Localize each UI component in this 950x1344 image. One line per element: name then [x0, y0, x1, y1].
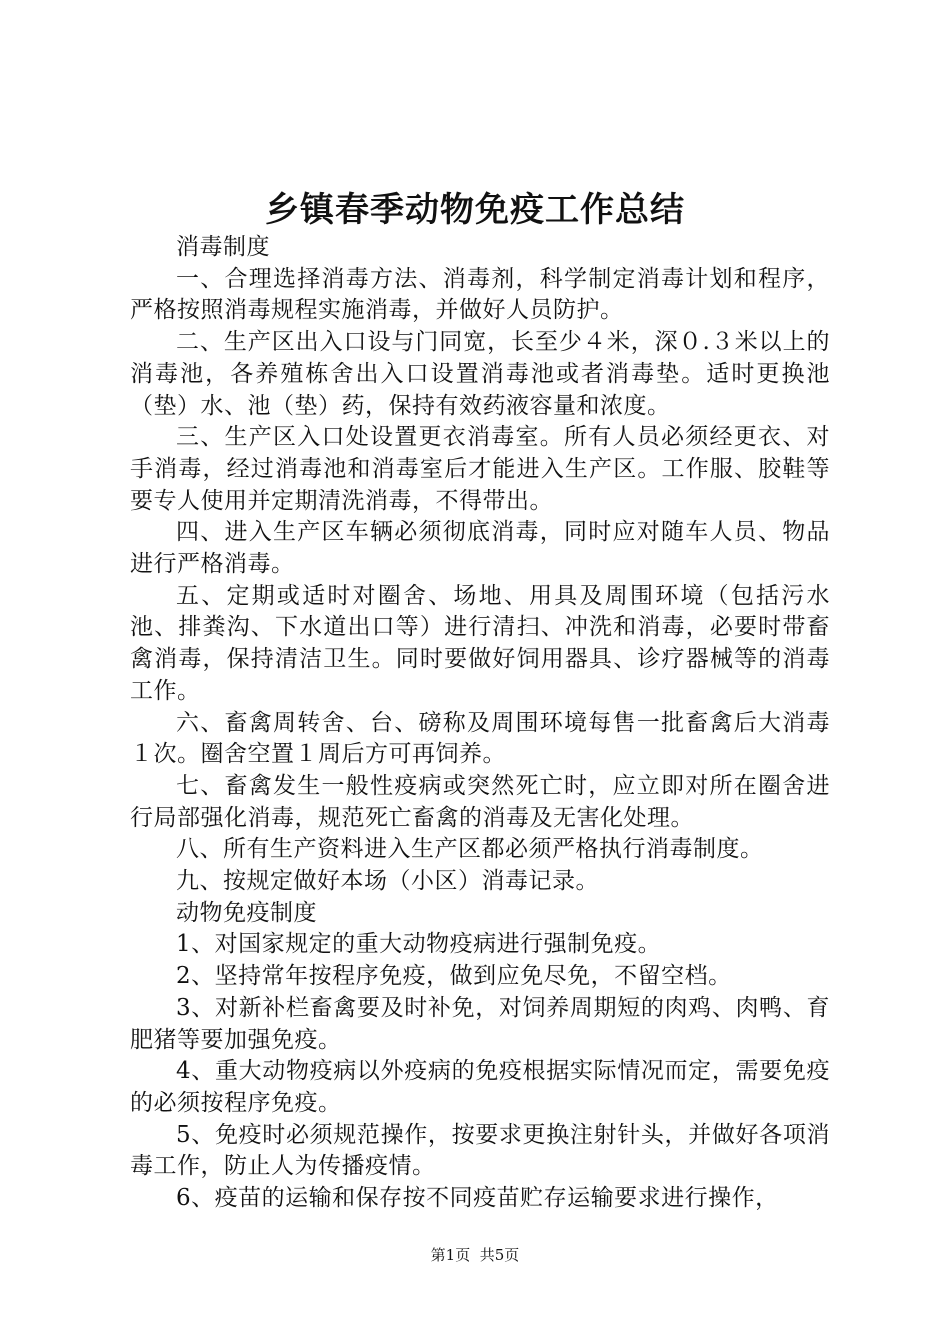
paragraph: 1、对国家规定的重大动物疫病进行强制免疫。: [176, 931, 662, 958]
document-title: 乡镇春季动物免疫工作总结: [265, 190, 685, 230]
section-heading-disinfection: 消毒制度: [176, 234, 270, 260]
document-body: [130, 232, 830, 1215]
paragraph: 二、生产区出入口设与门同宽，长至少４米，深０.３米以上的消毒池，各养殖栋舍出入口设置消毒池或者消毒垫。适时更换池（垫）水、池（垫）药，保持有效药液容量和浓度。: [130, 329, 830, 419]
paragraph: 6、疫苗的运输和保存按不同疫苗贮存运输要求进行操作，: [176, 1185, 779, 1212]
paragraph: 三、生产区入口处设置更衣消毒室。所有人员必须经更衣、对手消毒，经过消毒池和消毒室后才能进入生产区。工作服、胶鞋等要专人使用并定期清洗消毒，不得带出。: [130, 424, 830, 514]
paragraph: 七、畜禽发生一般性疫病或突然死亡时，应立即对所在圈舍进行局部强化消毒，规范死亡畜禽的消毒及无害化处理。: [130, 772, 830, 831]
paragraph: 五、定期或适时对圈舍、场地、用具及周围环境（包括污水池、排粪沟、下水道出口等）进行清扫、冲洗和消毒，必要时带畜禽消毒，保持清洁卫生。同时要做好饲用器具、诊疗器械等的消毒工作。: [130, 582, 830, 704]
paragraph: 3、对新补栏畜禽要及时补免，对饲养周期短的肉鸡、肉鸭、育肥猪等要加强免疫。: [130, 994, 830, 1053]
paragraph: 八、所有生产资料进入生产区都必须严格执行消毒制度。: [176, 836, 764, 863]
paragraph: 九、按规定做好本场（小区）消毒记录。: [176, 868, 599, 895]
page-total: 共5页: [479, 1246, 520, 1264]
paragraph: 一、合理选择消毒方法、消毒剂，科学制定消毒计划和程序，严格按照消毒规程实施消毒，并做好人员防护。: [130, 265, 830, 324]
page-footer: [0, 1245, 950, 1265]
section-heading-immunization: 动物免疫制度: [176, 899, 317, 926]
page-number: 第1页: [430, 1246, 471, 1264]
paragraph: 5、免疫时必须规范操作，按要求更换注射针头，并做好各项消毒工作，防止人为传播疫情。: [130, 1121, 830, 1180]
paragraph: 四、进入生产区车辆必须彻底消毒，同时应对随车人员、物品进行严格消毒。: [130, 519, 830, 578]
paragraph: 六、畜禽周转舍、台、磅称及周围环境每售一批畜禽后大消毒１次。圈舍空置１周后方可再饲养。: [130, 709, 830, 768]
paragraph: 4、重大动物疫病以外疫病的免疫根据实际情况而定，需要免疫的必须按程序免疫。: [130, 1058, 830, 1116]
paragraph: 2、坚持常年按程序免疫，做到应免尽免，不留空档。: [176, 963, 732, 990]
